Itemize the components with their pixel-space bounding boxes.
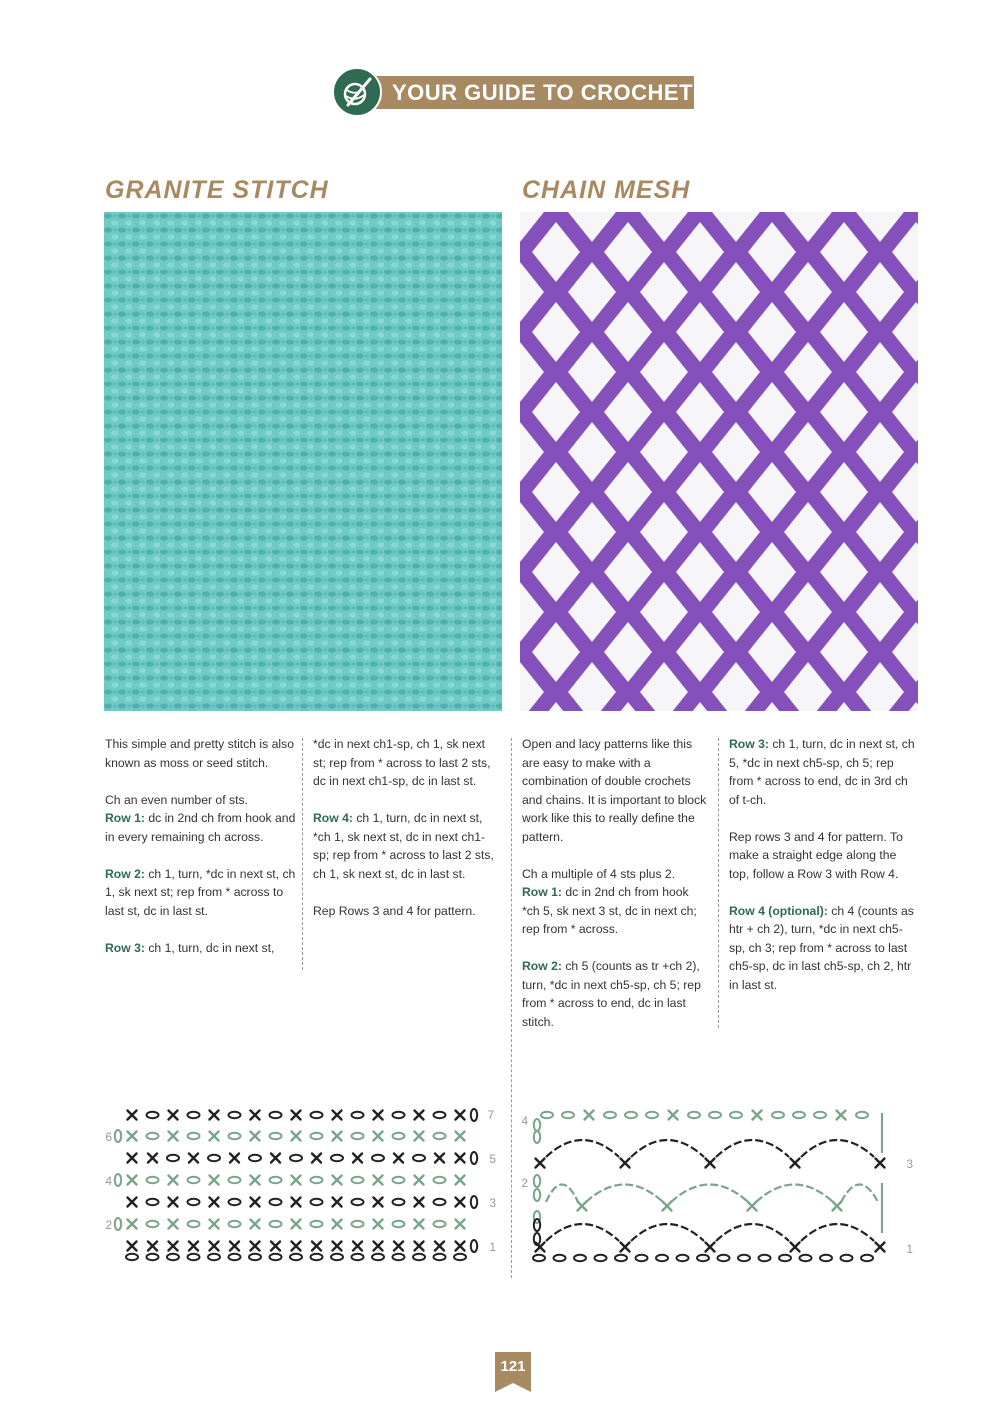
chain-arc <box>801 1140 874 1157</box>
chain-arc <box>546 1140 619 1157</box>
chain-symbol <box>534 1189 540 1201</box>
chain-symbol <box>229 1199 241 1205</box>
chain-symbol <box>167 1254 179 1260</box>
dc-symbol <box>333 1242 342 1251</box>
dc-symbol <box>333 1132 342 1141</box>
granite-repeat: Rep Rows 3 and 4 for pattern. <box>313 903 476 918</box>
granite-row3: Row 3: ch 1, turn, dc in next st, <box>105 940 275 955</box>
dc-symbol <box>128 1198 137 1207</box>
dc-symbol <box>456 1176 465 1185</box>
chain-symbol <box>718 1255 730 1261</box>
dc-symbol <box>791 1159 800 1168</box>
chain-symbol <box>115 1174 121 1186</box>
dc-symbol <box>128 1220 137 1229</box>
chain-mesh-photo <box>520 212 918 711</box>
dc-symbol <box>189 1154 198 1163</box>
chain-symbol <box>229 1177 241 1183</box>
granite-intro: This simple and pretty stitch is also known as moss or seed stitch. <box>105 737 294 770</box>
dc-symbol <box>415 1242 424 1251</box>
chain-symbol <box>270 1112 282 1118</box>
chain-symbol <box>393 1199 405 1205</box>
chain-symbol <box>434 1177 446 1183</box>
mesh-col-2 <box>729 735 915 1013</box>
chain-symbol <box>677 1255 689 1261</box>
mesh-row2: Row 2: ch 5 (counts as tr +ch 2), turn, *dc in next ch5-sp, ch 5; rep from * across to end, dc in last stitch. <box>522 959 701 1029</box>
dc-symbol <box>621 1243 630 1252</box>
granite-title: GRANITE STITCH <box>105 176 329 204</box>
chain-symbol <box>759 1255 771 1261</box>
chain-arc <box>586 1185 663 1203</box>
chain-symbol <box>534 1119 540 1131</box>
dc-symbol <box>271 1154 280 1163</box>
chain-symbol <box>533 1255 545 1261</box>
chain-symbol <box>800 1255 812 1261</box>
chain-symbol <box>188 1177 200 1183</box>
dc-symbol <box>456 1220 465 1229</box>
dc-symbol <box>876 1243 885 1252</box>
dc-symbol <box>456 1198 465 1207</box>
chain-symbol <box>147 1221 159 1227</box>
dc-symbol <box>169 1198 178 1207</box>
chain-symbol <box>352 1112 364 1118</box>
chain-mesh-chart <box>515 1105 920 1270</box>
chain-symbol <box>393 1177 405 1183</box>
chain-symbol <box>434 1221 446 1227</box>
chain-symbol <box>311 1112 323 1118</box>
dc-symbol <box>251 1132 260 1141</box>
row-number: 4 <box>105 1174 112 1188</box>
granite-ch: Ch an even number of sts. <box>105 792 248 807</box>
dc-symbol <box>210 1242 219 1251</box>
dc-symbol <box>169 1176 178 1185</box>
chain-symbol <box>147 1177 159 1183</box>
row-number: 2 <box>521 1176 528 1190</box>
chain-symbol <box>393 1112 405 1118</box>
dc-symbol <box>292 1242 301 1251</box>
granite-stitch-photo <box>104 212 502 711</box>
chain-symbol <box>147 1133 159 1139</box>
chain-symbol <box>471 1152 477 1164</box>
chain-symbol <box>115 1218 121 1230</box>
chain-symbol <box>249 1254 261 1260</box>
dc-symbol <box>333 1111 342 1120</box>
chain-symbol <box>393 1221 405 1227</box>
chain-arc <box>631 1224 704 1241</box>
chain-symbol <box>841 1255 853 1261</box>
chain-symbol <box>311 1199 323 1205</box>
header-title: YOUR GUIDE TO CROCHET <box>392 80 694 105</box>
dc-symbol <box>353 1242 362 1251</box>
chain-symbol <box>636 1255 648 1261</box>
chain-symbol <box>229 1221 241 1227</box>
granite-col-2 <box>313 735 499 939</box>
chain-symbol <box>615 1255 627 1261</box>
dc-symbol <box>333 1220 342 1229</box>
dc-symbol <box>536 1159 545 1168</box>
chain-symbol <box>861 1255 873 1261</box>
dc-symbol <box>312 1242 321 1251</box>
dc-symbol <box>706 1159 715 1168</box>
row-number: 1 <box>906 1242 913 1256</box>
dc-symbol <box>374 1176 383 1185</box>
mesh-row3: Row 3: ch 1, turn, dc in next st, ch 5, *dc in next ch5-sp, ch 5; rep from * across to end, dc in 3rd ch of t-ch. <box>729 737 915 807</box>
chain-symbol <box>820 1255 832 1261</box>
chain-symbol <box>793 1112 805 1118</box>
row-number: 6 <box>105 1130 112 1144</box>
chain-symbol <box>311 1221 323 1227</box>
dc-symbol <box>251 1220 260 1229</box>
chain-symbol <box>656 1255 668 1261</box>
chain-symbol <box>270 1177 282 1183</box>
dc-symbol <box>415 1198 424 1207</box>
chain-symbol <box>738 1255 750 1261</box>
dc-symbol <box>333 1198 342 1207</box>
dc-symbol <box>169 1111 178 1120</box>
dc-symbol <box>251 1176 260 1185</box>
dc-symbol <box>210 1220 219 1229</box>
chain-symbol <box>147 1254 159 1260</box>
chain-symbol <box>115 1130 121 1142</box>
chain-symbol <box>352 1254 364 1260</box>
yarn-ball-hook-icon <box>332 67 382 117</box>
dc-symbol <box>669 1111 678 1120</box>
chain-symbol <box>311 1254 323 1260</box>
guide-header <box>332 67 694 117</box>
chain-symbol <box>147 1199 159 1205</box>
dc-symbol <box>374 1220 383 1229</box>
dc-symbol <box>128 1111 137 1120</box>
chain-symbol <box>393 1254 405 1260</box>
chain-symbol <box>188 1254 200 1260</box>
chain-symbol <box>856 1112 868 1118</box>
dc-symbol <box>374 1132 383 1141</box>
dc-symbol <box>230 1154 239 1163</box>
dc-symbol <box>128 1176 137 1185</box>
dc-symbol <box>435 1242 444 1251</box>
dc-symbol <box>374 1198 383 1207</box>
mesh-repeat: Rep rows 3 and 4 for pattern. To make a straight edge along the top, follow a Row 3 with Row 4. <box>729 829 903 881</box>
chain-symbol <box>534 1175 540 1187</box>
dc-symbol <box>128 1154 137 1163</box>
chain-symbol <box>709 1112 721 1118</box>
dc-symbol <box>415 1220 424 1229</box>
chain-symbol <box>562 1112 574 1118</box>
chain-symbol <box>434 1133 446 1139</box>
chain-symbol <box>270 1254 282 1260</box>
row-number: 5 <box>489 1152 496 1166</box>
chain-symbol <box>290 1155 302 1161</box>
chain-symbol <box>534 1219 540 1231</box>
chain-arc <box>801 1224 874 1241</box>
dc-symbol <box>456 1111 465 1120</box>
chain-symbol <box>208 1254 220 1260</box>
chain-symbol <box>434 1112 446 1118</box>
dc-symbol <box>374 1111 383 1120</box>
dc-symbol <box>210 1111 219 1120</box>
chain-symbol <box>814 1112 826 1118</box>
granite-col-1 <box>105 735 297 976</box>
dc-symbol <box>148 1154 157 1163</box>
center-divider <box>511 738 512 1278</box>
row-number: 2 <box>105 1218 112 1232</box>
chain-symbol <box>772 1112 784 1118</box>
chain-symbol <box>372 1155 384 1161</box>
dc-symbol <box>148 1242 157 1251</box>
dc-symbol <box>189 1242 198 1251</box>
dc-symbol <box>585 1111 594 1120</box>
chain-symbol <box>604 1112 616 1118</box>
chain-symbol <box>331 1155 343 1161</box>
dc-symbol <box>415 1176 424 1185</box>
chain-symbol <box>290 1254 302 1260</box>
dc-symbol <box>753 1111 762 1120</box>
dc-symbol <box>394 1242 403 1251</box>
dc-symbol <box>621 1159 630 1168</box>
granite-row1: Row 1: dc in 2nd ch from hook and in every remaining ch across. <box>105 811 296 844</box>
chain-mesh-title: CHAIN MESH <box>522 176 691 204</box>
chain-symbol <box>372 1254 384 1260</box>
chain-symbol <box>574 1255 586 1261</box>
chain-arc <box>756 1185 833 1203</box>
chain-symbol <box>188 1133 200 1139</box>
chain-symbol <box>471 1109 477 1121</box>
chain-symbol <box>311 1177 323 1183</box>
chain-symbol <box>188 1221 200 1227</box>
dc-symbol <box>292 1111 301 1120</box>
chain-symbol <box>595 1255 607 1261</box>
chain-symbol <box>471 1240 477 1252</box>
dc-symbol <box>251 1111 260 1120</box>
dc-symbol <box>210 1198 219 1207</box>
dc-symbol <box>169 1242 178 1251</box>
mesh-row1: Row 1: dc in 2nd ch from hook *ch 5, sk next 3 st, dc in next ch; rep from * across. <box>522 885 697 936</box>
chain-symbol <box>352 1199 364 1205</box>
chain-symbol <box>311 1133 323 1139</box>
chain-symbol <box>393 1133 405 1139</box>
dc-symbol <box>578 1202 587 1211</box>
chain-symbol <box>434 1254 446 1260</box>
chain-arc <box>716 1224 789 1241</box>
chain-symbol <box>167 1155 179 1161</box>
chain-arc <box>671 1185 748 1203</box>
chain-symbol <box>434 1199 446 1205</box>
dc-symbol <box>251 1242 260 1251</box>
chain-symbol <box>147 1112 159 1118</box>
chain-symbol <box>126 1254 138 1260</box>
granite-row2: Row 2: ch 1, turn, *dc in next st, ch 1, sk next st; rep from * across to last st, dc in last st. <box>105 866 296 918</box>
chain-symbol <box>534 1131 540 1143</box>
dc-symbol <box>353 1154 362 1163</box>
chain-symbol <box>454 1254 466 1260</box>
dc-symbol <box>271 1242 280 1251</box>
chain-symbol <box>229 1112 241 1118</box>
mesh-row4: Row 4 (optional): ch 4 (counts as htr + ch 2), turn, *dc in next ch5-sp, ch 3; rep from * across to last ch5-sp, dc in last ch5-sp, ch 2, htr in last st. <box>729 903 914 992</box>
mesh-ch: Ch a multiple of 4 sts plus 2. <box>522 866 676 881</box>
chain-symbol <box>352 1133 364 1139</box>
dc-symbol <box>833 1202 842 1211</box>
chain-arc <box>546 1185 578 1203</box>
chain-symbol <box>646 1112 658 1118</box>
dc-symbol <box>876 1159 885 1168</box>
granite-row4: Row 4: ch 1, turn, dc in next st, *ch 1, sk next st, dc in next ch1-sp; rep from * across to last 2 sts, ch 1, sk next st, dc in last st. <box>313 811 494 881</box>
dc-symbol <box>415 1111 424 1120</box>
dc-symbol <box>456 1242 465 1251</box>
chain-symbol <box>625 1112 637 1118</box>
mesh-intro: Open and lacy patterns like this are easy to make with a combination of double crochets and chains. It is important to block work like this to really define the pattern. <box>522 737 707 844</box>
dc-symbol <box>394 1154 403 1163</box>
dc-symbol <box>456 1154 465 1163</box>
row-number: 4 <box>521 1114 528 1128</box>
dc-symbol <box>456 1132 465 1141</box>
row-number: 7 <box>487 1108 494 1122</box>
dc-symbol <box>251 1198 260 1207</box>
page-number: 121 <box>500 1358 526 1375</box>
dc-symbol <box>837 1111 846 1120</box>
dc-symbol <box>210 1132 219 1141</box>
dc-symbol <box>791 1243 800 1252</box>
dc-symbol <box>706 1243 715 1252</box>
dc-symbol <box>128 1242 137 1251</box>
dc-symbol <box>292 1220 301 1229</box>
dc-symbol <box>663 1202 672 1211</box>
chain-symbol <box>730 1112 742 1118</box>
chain-symbol <box>779 1255 791 1261</box>
dc-symbol <box>435 1154 444 1163</box>
dc-symbol <box>292 1198 301 1207</box>
divider <box>718 738 719 1028</box>
chain-symbol <box>188 1199 200 1205</box>
chain-symbol <box>352 1221 364 1227</box>
chain-symbol <box>270 1133 282 1139</box>
dc-symbol <box>169 1220 178 1229</box>
dc-symbol <box>292 1132 301 1141</box>
chain-arc <box>546 1224 619 1241</box>
dc-symbol <box>374 1242 383 1251</box>
chain-symbol <box>541 1112 553 1118</box>
chain-symbol <box>554 1255 566 1261</box>
chain-symbol <box>270 1221 282 1227</box>
chain-symbol <box>208 1155 220 1161</box>
chain-symbol <box>331 1254 343 1260</box>
dc-symbol <box>128 1132 137 1141</box>
dc-symbol <box>210 1176 219 1185</box>
chain-symbol <box>697 1255 709 1261</box>
chain-symbol <box>229 1254 241 1260</box>
chain-arc <box>631 1140 704 1157</box>
chain-symbol <box>249 1155 261 1161</box>
chain-arc <box>716 1140 789 1157</box>
chain-symbol <box>688 1112 700 1118</box>
divider <box>302 738 303 970</box>
granite-row3-cont: *dc in next ch1-sp, ch 1, sk next st; rep from * across to last 2 sts, dc in next ch1-sp, dc in last st. <box>313 737 491 788</box>
chain-symbol <box>413 1155 425 1161</box>
dc-symbol <box>415 1132 424 1141</box>
dc-symbol <box>292 1176 301 1185</box>
chain-symbol <box>471 1196 477 1208</box>
dc-symbol <box>333 1176 342 1185</box>
row-number: 1 <box>489 1240 496 1254</box>
chain-arc <box>841 1185 878 1203</box>
mesh-col-1 <box>522 735 708 1050</box>
chain-symbol <box>270 1199 282 1205</box>
row-number: 3 <box>906 1157 913 1171</box>
granite-stitch-chart <box>100 1105 505 1270</box>
dc-symbol <box>312 1154 321 1163</box>
chain-symbol <box>229 1133 241 1139</box>
chain-symbol <box>352 1177 364 1183</box>
row-number: 3 <box>489 1196 496 1210</box>
page-number-tab <box>495 1352 531 1392</box>
dc-symbol <box>230 1242 239 1251</box>
dc-symbol <box>748 1202 757 1211</box>
chain-symbol <box>188 1112 200 1118</box>
chain-symbol <box>413 1254 425 1260</box>
dc-symbol <box>169 1132 178 1141</box>
